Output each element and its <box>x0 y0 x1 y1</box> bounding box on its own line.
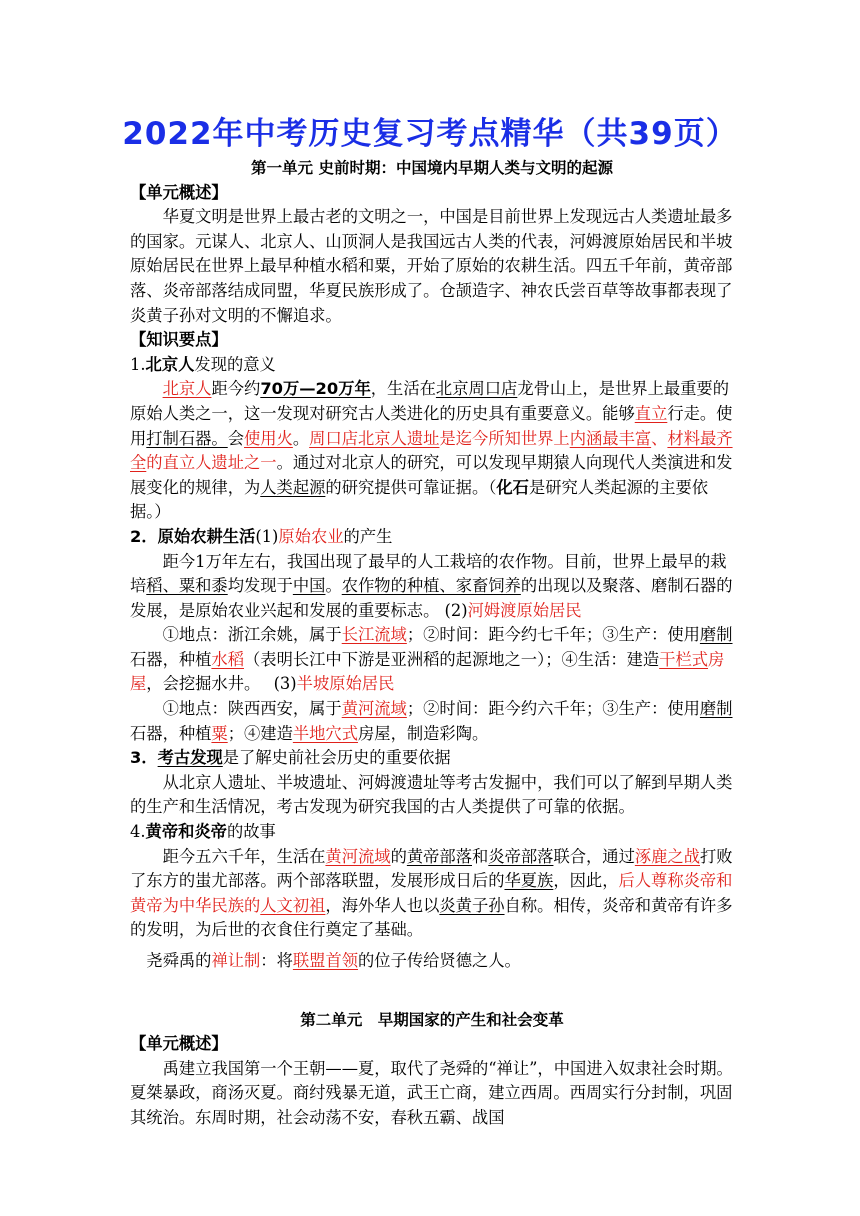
point3-heading: 3．考古发现是了解史前社会历史的重要依据 <box>130 748 451 768</box>
point3-text: 从北京人遗址、半坡遗址、河姆渡遗址等考古发掘中，我们可以了解到早期人类的生产和生活情况，考古发现为研究我国的古人类提供了可靠的依据。 <box>130 772 733 817</box>
unit2-overview-label: 【单元概述】 <box>130 1034 228 1054</box>
point2-text: 距今1万年左右，我国出现了最早的人工栽培的农作物。目前，世界上最早的栽培稻、粟和黍均发现于中国。农作物的种植、家畜饲养的出现以及聚落、磨制石器的发展，是原始农业兴起和发展的重要标志。 (2)河姆渡原始居民 <box>130 551 733 620</box>
unit2-heading: 第二单元 早期国家的产生和社会变革 <box>300 1010 564 1029</box>
section-spacer <box>130 974 734 1008</box>
hemudu-details: ①地点：浙江余姚，属于长江流域；②时间：距今约七千年；③生产：使用磨制石器，种植水稻（表明长江中下游是亚洲稻的起源地之一）；④生活：建造干栏式房屋，会挖掘水井。 (3)半坡原始居民 <box>130 625 733 694</box>
point4-text: 距今五六千年，生活在黄河流域的黄帝部落和炎帝部落联合，通过涿鹿之战打败了东方的蚩尤部落。两个部落联盟，发展形成日后的华夏族，因此，后人尊称炎帝和黄帝为中华民族的人文初祖，海外华人也以炎黄子孙自称。相传，炎帝和黄帝有许多的发明，为后世的衣食住行奠定了基础。 <box>130 846 733 940</box>
point4-heading: 4.黄帝和炎帝的故事 <box>130 822 276 842</box>
shanrang-text: 尧舜禹的禅让制：将联盟首领的位子传给贤德之人。 <box>146 951 521 970</box>
document-body <box>130 156 734 1131</box>
unit1-overview-text: 华夏文明是世界上最古老的文明之一，中国是目前世界上发现远古人类遗址最多的国家。元谋人、北京人、山顶洞人是我国远古人类的代表，河姆渡原始居民和半坡原始居民在世界上最早种植水稻和粟，开始了原始的农耕生活。四五千年前，黄帝部落、炎帝部落结成同盟，华夏民族形成了。仓颉造字、神农氏尝百草等故事都表现了炎黄子孙对文明的不懈追求。 <box>130 207 733 325</box>
point2-heading: 2．原始农耕生活(1)原始农业的产生 <box>130 526 393 546</box>
unit2-overview-text: 禹建立我国第一个王朝——夏，取代了尧舜的“禅让”，中国进入奴隶社会时期。夏桀暴政，商汤灭夏。商纣残暴无道，武王亡商，建立西周。西周实行分封制，巩固其统治。东周时期，社会动荡不安，春秋五霸、战国 <box>130 1058 733 1127</box>
banpo-details: ①地点：陕西西安，属于黄河流域；②时间：距今约六千年；③生产：使用磨制石器，种植粟；④建造半地穴式房屋，制造彩陶。 <box>130 699 733 743</box>
unit1-heading: 第一单元 史前时期：中国境内早期人类与文明的起源 <box>251 159 613 177</box>
document-title: 2022年中考历史复习考点精华（共39页） <box>122 116 738 152</box>
unit1-overview-label: 【单元概述】 <box>130 182 228 202</box>
knowledge-points-label: 【知识要点】 <box>130 330 228 350</box>
point1-text: 北京人距今约70万—20万年，生活在北京周口店龙骨山上，是世界上最重要的原始人类之一，这一发现对研究古人类进化的历史具有重要意义。能够直立行走。使用打制石器。会使用火。周口店北京人遗址是迄今所知世界上内涵最丰富、材料最齐全的直立人遗址之一。通过对北京人的研究，可以发现早期猿人向现代人类演进和发展变化的规律，为人类起源的研究提供可靠证据。（化石是研究人类起源的主要依据。） <box>130 379 733 522</box>
point1-heading: 1.北京人发现的意义 <box>130 354 276 374</box>
